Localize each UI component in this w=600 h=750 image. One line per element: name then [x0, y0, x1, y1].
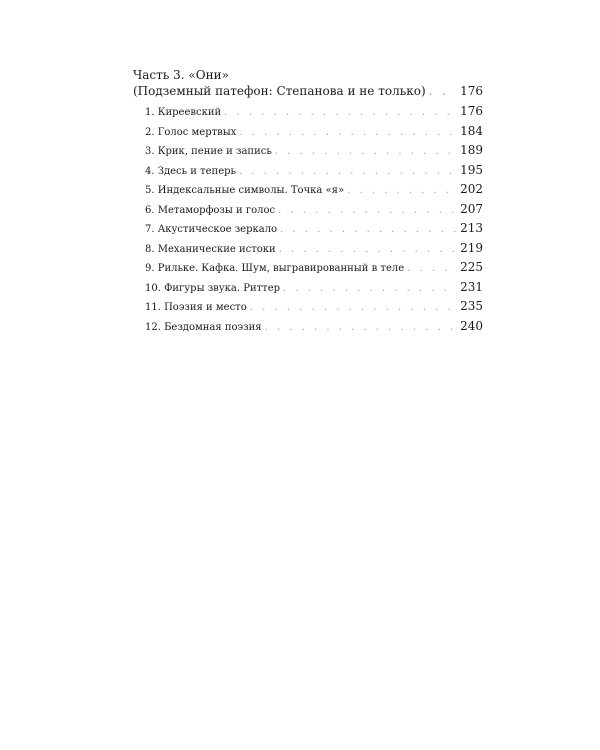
toc-entry: [133, 102, 483, 122]
dot-leader: [239, 162, 457, 181]
toc-entry-label: 9. Рильке. Кафка. Шум, выгравированный в теле: [145, 263, 405, 274]
toc-entry-page: 219: [460, 240, 483, 255]
toc-entry: [133, 141, 483, 161]
toc-entry-page: 213: [460, 221, 483, 235]
toc-entry: [133, 219, 483, 239]
dot-leader: [283, 279, 457, 298]
toc-entry-page: 240: [460, 318, 483, 333]
toc-entry-label: 12. Бездомная поэзия: [145, 321, 262, 333]
dot-leader: [265, 318, 458, 337]
toc-entry-page: 207: [460, 201, 483, 216]
toc-entry-page: 235: [460, 299, 483, 313]
toc-entry-page: 184: [460, 123, 483, 138]
toc-entry: [133, 278, 483, 298]
toc-entry: [133, 317, 483, 337]
dot-leader: [347, 181, 457, 200]
toc-entry: [133, 122, 483, 142]
toc-entry-page: 195: [460, 162, 483, 177]
table-of-contents: [133, 67, 483, 336]
toc-entries: [133, 102, 483, 336]
toc-entry-page: 189: [460, 143, 483, 157]
toc-entry-label: 6. Метаморфозы и голос: [145, 204, 276, 216]
toc-entry-label: 4. Здесь и теперь: [145, 165, 236, 177]
toc-entry-label: 1. Киреевский: [145, 107, 222, 118]
toc-entry: [133, 180, 483, 200]
part-title: Часть 3. «Они»: [133, 68, 229, 82]
toc-entry-page: 176: [460, 104, 483, 118]
dot-leader: [278, 201, 457, 220]
toc-entry-label: 11. Поэзия и место: [145, 302, 247, 313]
toc-entry-page: 202: [460, 182, 483, 196]
toc-entry: [133, 161, 483, 181]
toc-entry-label: 10. Фигуры звука. Риттер: [145, 282, 281, 294]
dot-leader: [224, 103, 457, 122]
toc-entry-label: 8. Механические истоки: [145, 243, 276, 255]
toc-entry-label: 3. Крик, пение и запись: [145, 146, 272, 157]
toc-entry-page: 225: [460, 260, 483, 274]
dot-leader: [407, 259, 457, 278]
part-subtitle-page: 176: [460, 84, 483, 98]
part-subtitle-label: (Подземный патефон: Степанова и не только): [133, 84, 426, 98]
dot-leader: [429, 83, 457, 99]
toc-entry: [133, 297, 483, 317]
toc-entry-label: 7. Акустическое зеркало: [145, 224, 278, 235]
dot-leader: [279, 240, 457, 259]
toc-entry: [133, 200, 483, 220]
toc-entry: [133, 239, 483, 259]
toc-entry: [133, 258, 483, 278]
dot-leader: [280, 220, 457, 239]
dot-leader: [250, 298, 457, 317]
dot-leader: [239, 123, 457, 142]
dot-leader: [275, 142, 457, 161]
toc-entry-label: 2. Голос мертвых: [145, 126, 237, 138]
toc-entry-label: 5. Индексальные символы. Точка «я»: [145, 185, 345, 196]
toc-entry-page: 231: [460, 279, 483, 294]
part-subtitle-row: [133, 83, 483, 99]
